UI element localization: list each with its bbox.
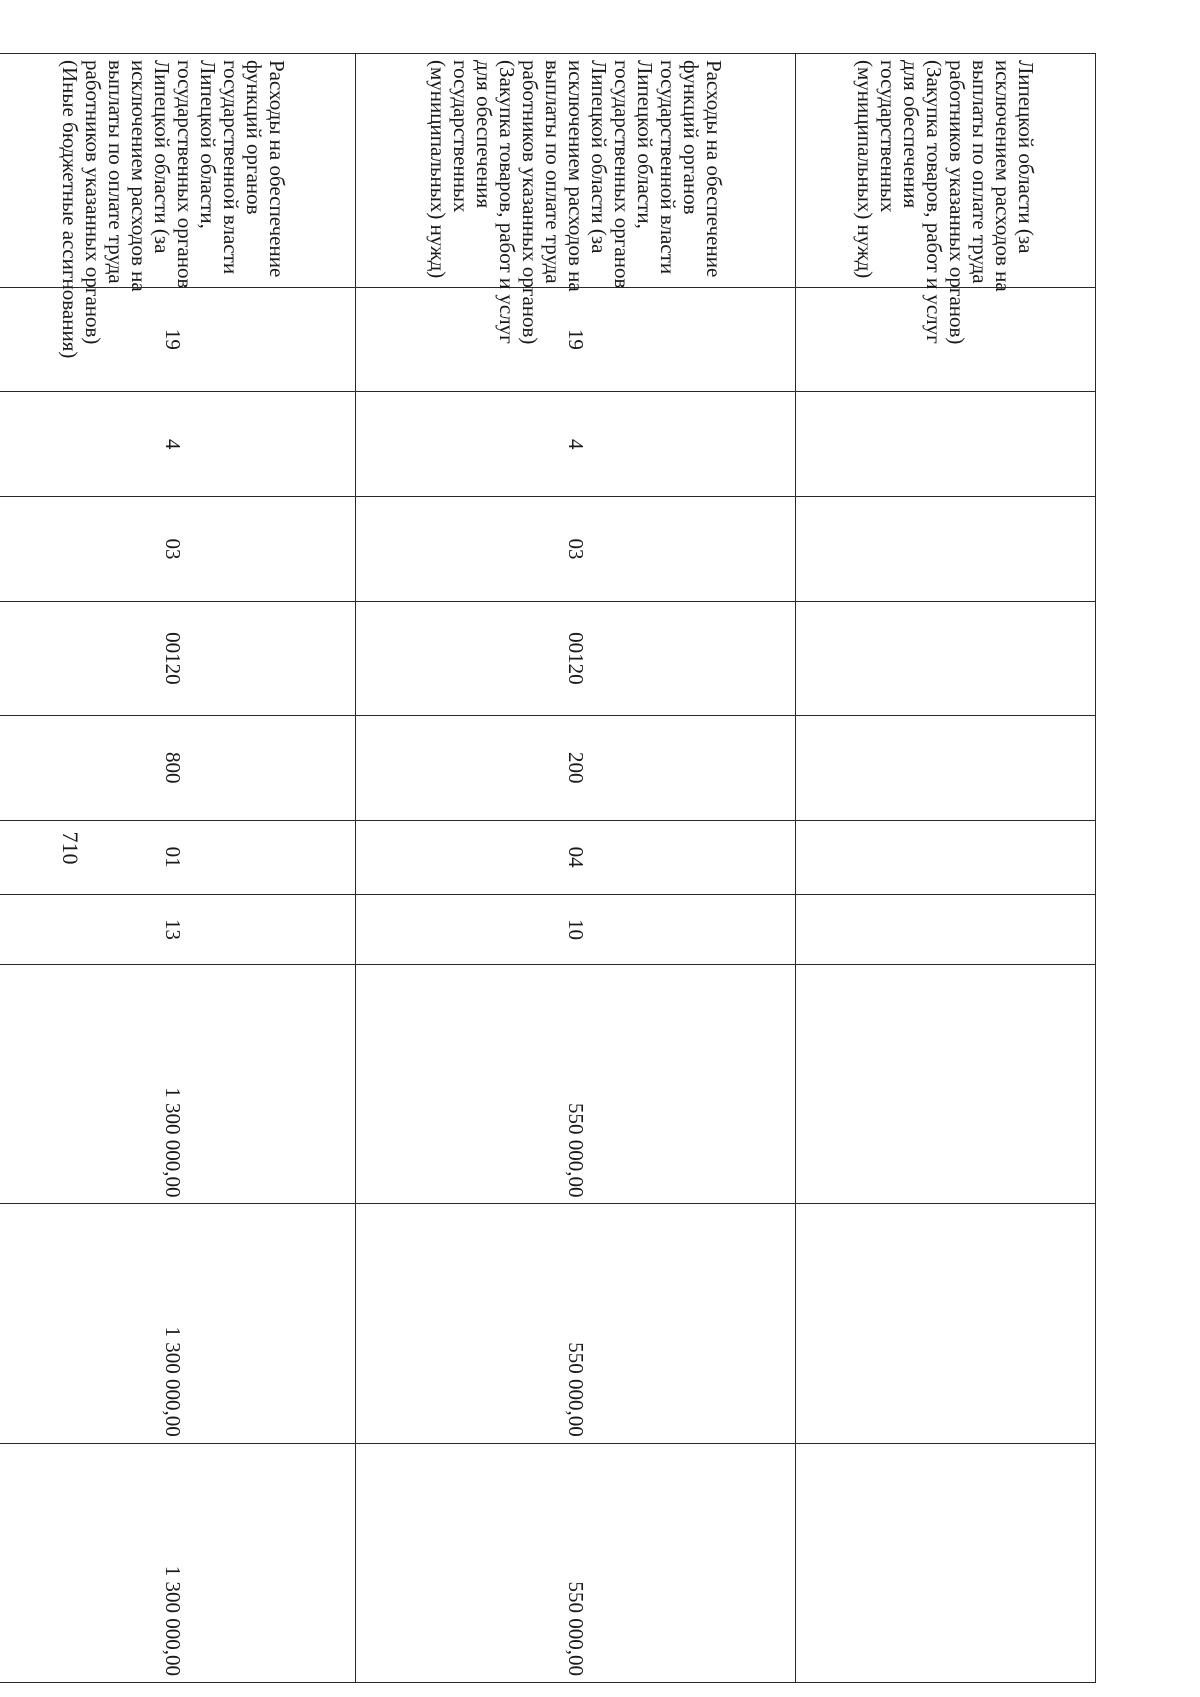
amount-year-2: 1 300 000,00 bbox=[0, 1204, 356, 1443]
description-line: государственных органов bbox=[610, 60, 634, 289]
description-line: Расходы на обеспечение bbox=[702, 60, 726, 278]
amount-year-1: 1 300 000,00 bbox=[0, 965, 356, 1204]
code-chapter: 19 bbox=[0, 287, 356, 392]
description-line: Липецкой области, bbox=[196, 60, 220, 229]
code-chapter: 19 bbox=[356, 287, 796, 392]
table-body bbox=[0, 54, 1096, 1683]
description-line: выплаты по оплате труда bbox=[968, 60, 993, 284]
amount-year-1 bbox=[796, 965, 1096, 1204]
code-subprogram: 03 bbox=[0, 497, 356, 602]
description-line: государственных органов bbox=[173, 60, 197, 289]
description-line: выплаты по оплате труда bbox=[104, 60, 128, 284]
description-line: государственной власти bbox=[656, 60, 680, 275]
description-line: работников указанных органов) bbox=[945, 60, 970, 345]
table-row bbox=[356, 54, 796, 1683]
description-line: исключением расходов на bbox=[127, 60, 151, 292]
amount-year-3: 1 300 000,00 bbox=[0, 1443, 356, 1682]
amount-year-2 bbox=[796, 1204, 1096, 1443]
code-expense-type bbox=[796, 715, 1096, 820]
code-direction: 00120 bbox=[356, 601, 796, 715]
description-line: работников указанных органов) bbox=[81, 60, 105, 345]
code-subsection bbox=[796, 894, 1096, 965]
amount-year-3: 550 000,00 bbox=[356, 1443, 796, 1682]
description-line: для обеспечения bbox=[899, 60, 924, 209]
description-line: функций органов bbox=[679, 60, 703, 215]
description-line: государственной власти bbox=[219, 60, 243, 275]
code-program bbox=[796, 392, 1096, 497]
description-line: функций органов bbox=[242, 60, 266, 215]
code-expense-type: 200 bbox=[356, 715, 796, 820]
description-line: государственных bbox=[876, 60, 901, 213]
code-program: 4 bbox=[0, 392, 356, 497]
code-subprogram: 03 bbox=[356, 497, 796, 602]
description-line: (муниципальных) нужд) bbox=[426, 60, 450, 279]
table-row bbox=[796, 54, 1096, 1683]
description-line: работников указанных органов) bbox=[518, 60, 542, 345]
code-section: 04 bbox=[356, 820, 796, 894]
description-line: Липецкой области, bbox=[633, 60, 657, 229]
amount-year-2: 550 000,00 bbox=[356, 1204, 796, 1443]
amount-year-1: 550 000,00 bbox=[356, 965, 796, 1204]
code-program: 4 bbox=[356, 392, 796, 497]
description-line: (Иные бюджетные ассигнования) bbox=[58, 60, 82, 359]
code-subsection: 10 bbox=[356, 894, 796, 965]
budget-table bbox=[0, 53, 1096, 1683]
code-subsection: 13 bbox=[0, 894, 356, 965]
description-line: Расходы на обеспечение bbox=[265, 60, 289, 278]
description-line: Липецкой области (за bbox=[1014, 60, 1039, 254]
code-section bbox=[796, 820, 1096, 894]
page-number: 710 bbox=[58, 831, 83, 865]
description-line: Липецкой области (за bbox=[150, 60, 174, 254]
description-line: (Закупка товаров, работ и услуг bbox=[922, 60, 947, 344]
code-subprogram bbox=[796, 497, 1096, 602]
description-line: (муниципальных) нужд) bbox=[853, 60, 878, 279]
expense-description bbox=[796, 54, 1096, 345]
amount-year-3 bbox=[796, 1443, 1096, 1682]
description-line: Липецкой области (за bbox=[587, 60, 611, 254]
description-line: исключением расходов на bbox=[564, 60, 588, 292]
code-direction bbox=[796, 601, 1096, 715]
table-row bbox=[0, 54, 356, 1683]
description-line: исключением расходов на bbox=[991, 60, 1016, 292]
code-section: 01 bbox=[0, 820, 356, 894]
code-expense-type: 800 bbox=[0, 715, 356, 820]
description-line: государственных bbox=[449, 60, 473, 213]
description-line: для обеспечения bbox=[472, 60, 496, 209]
description-line: (Закупка товаров, работ и услуг bbox=[495, 60, 519, 344]
description-line: выплаты по оплате труда bbox=[541, 60, 565, 284]
code-direction: 00120 bbox=[0, 601, 356, 715]
